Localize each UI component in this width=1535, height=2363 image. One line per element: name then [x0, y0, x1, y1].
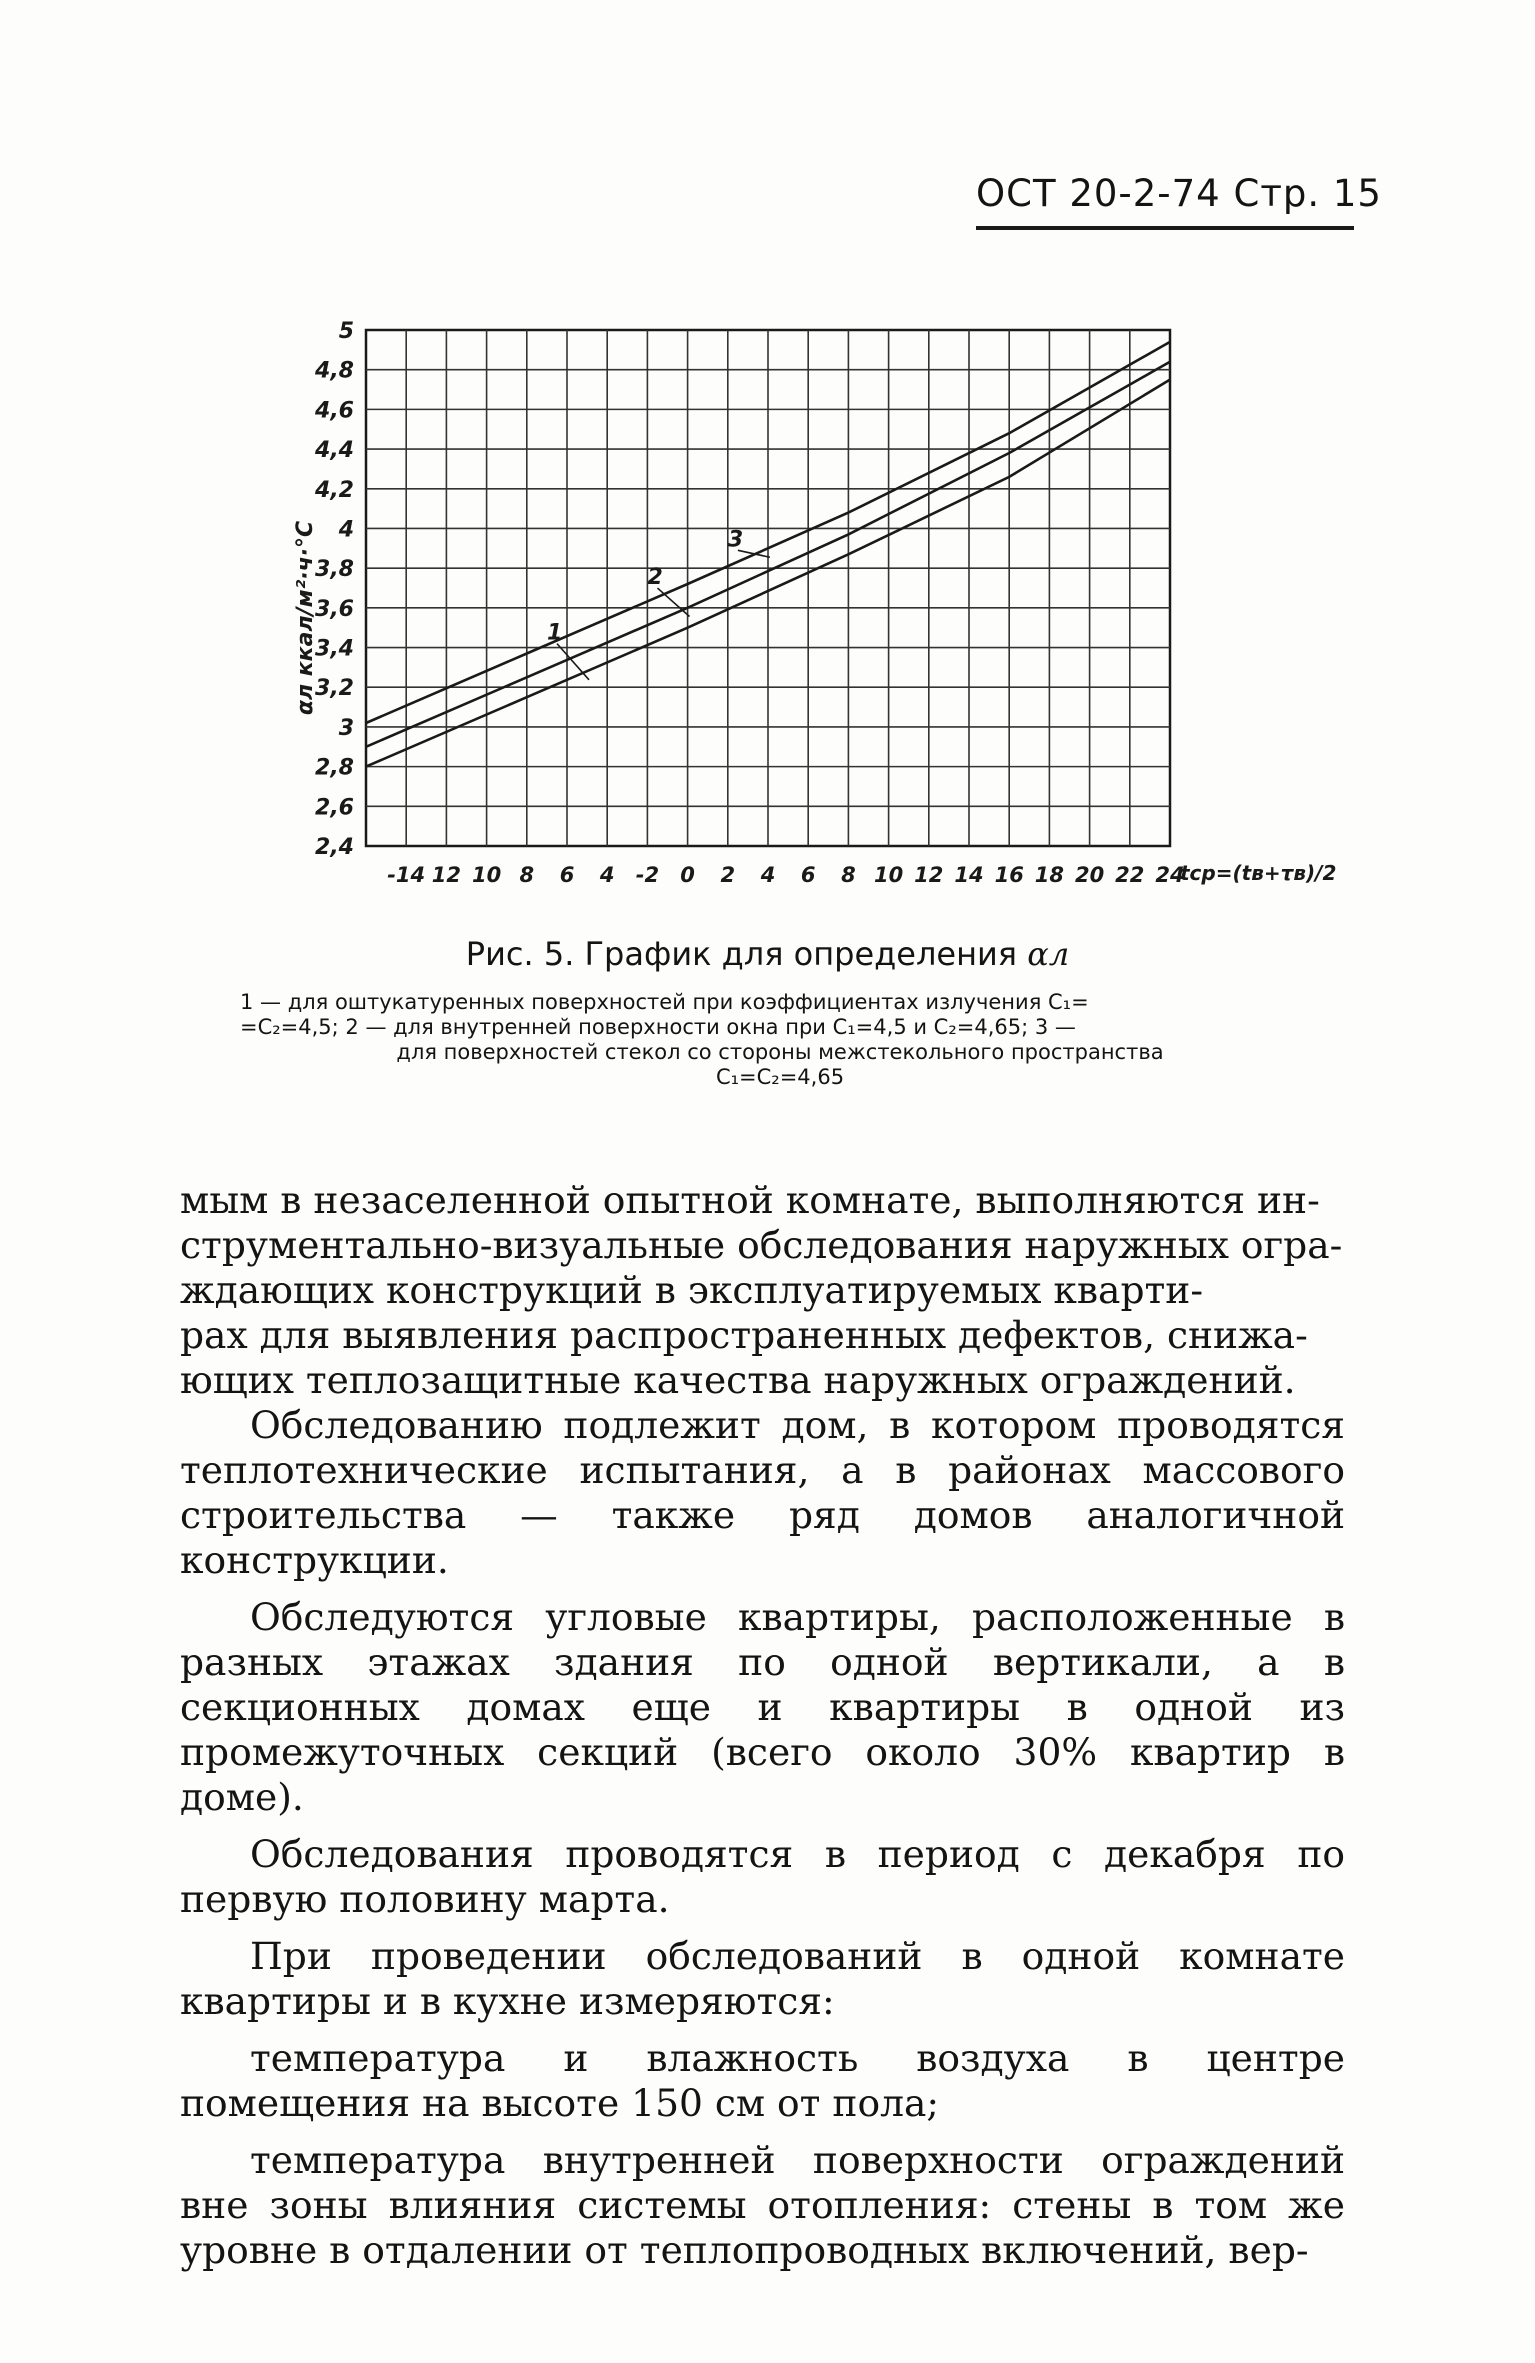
y-tick-label: 4: [338, 517, 354, 543]
x-tick-label: -14: [387, 863, 426, 887]
x-tick-label: 4: [760, 863, 776, 887]
y-tick-label: 4,2: [315, 477, 354, 503]
series-label-2: 2: [647, 565, 663, 591]
y-tick-label: 3,6: [315, 596, 354, 622]
x-axis-label: tср=(tв+τв)/2: [1180, 861, 1337, 885]
body-paragraphs: [180, 1403, 1345, 2273]
x-tick-label: 10: [873, 863, 904, 887]
x-tick-label: 18: [1034, 863, 1065, 887]
header-rule: [976, 226, 1354, 230]
series-label-1: 1: [547, 620, 563, 646]
figure-legend: [240, 990, 1320, 1090]
y-tick-label: 5: [338, 319, 354, 344]
x-tick-label: 2: [720, 863, 736, 887]
y-tick-label: 2,4: [315, 835, 354, 860]
body-paragraph-6: температура и влажность воздуха в центре помещения на высоте 150 см от пола;: [180, 2036, 1345, 2125]
x-tick-label: 16: [994, 863, 1024, 887]
body-paragraph-1: [180, 1178, 1345, 1403]
x-tick-label: 12: [431, 863, 462, 887]
chart: [290, 310, 1337, 910]
y-tick-label: 3,4: [315, 636, 354, 662]
page-header: ОСТ 20-2-74 Стр. 15: [976, 172, 1382, 215]
body-paragraph-7: температура внутренней поверхности ограждений вне зоны влияния системы отопления: стены в том же уровне в отдалении от теплопроводных включений, вер-: [180, 2138, 1345, 2272]
x-tick-label: 6: [800, 863, 816, 887]
body-line: ющих теплозащитные качества наружных ограждений.: [180, 1358, 1296, 1402]
legend-line-3: для поверхностей стекол со стороны межстекольного пространства: [396, 1040, 1164, 1064]
legend-line-2: =C₂=4,5; 2 — для внутренней поверхности окна при C₁=4,5 и C₂=4,65; 3 —: [240, 1015, 1076, 1039]
body-paragraph-2: Обследованию подлежит дом, в котором проводятся теплотехнические испытания, а в районах массового строительства — также ряд домов аналогичной конструкции.: [180, 1403, 1345, 1582]
x-tick-label: 10: [471, 863, 502, 887]
x-tick-label: -2: [635, 863, 660, 887]
body-line: рах для выявления распространенных дефектов, снижа-: [180, 1313, 1308, 1357]
y-tick-label: 2,8: [315, 755, 354, 781]
y-tick-label: 2,6: [315, 795, 354, 821]
y-tick-label: 4,4: [315, 438, 354, 464]
y-tick-label: 3,8: [315, 557, 354, 583]
figure-caption-title: Рис. 5. График для определения αл: [465, 935, 1070, 973]
body-line: струментально-визуальные обследования наружных огра-: [180, 1223, 1343, 1267]
body-line: ждающих конструкций в эксплуатируемых кварти-: [180, 1268, 1204, 1312]
x-tick-label: 22: [1115, 863, 1145, 887]
x-tick-label: 24: [1155, 863, 1185, 887]
body-paragraph-3: Обследуются угловые квартиры, расположенные в разных этажах здания по одной вертикали, а в секционных домах еще и квартиры в одной из промежуточных секций (всего около 30% квартир в доме).: [180, 1595, 1345, 1819]
y-tick-label: 4,6: [315, 398, 354, 424]
x-tick-label: 0: [680, 863, 695, 887]
series-label-3: 3: [727, 527, 744, 553]
body-paragraph-5: При проведении обследований в одной комнате квартиры и в кухне измеряются:: [180, 1934, 1345, 2023]
body-line: мым в незаселенной опытной комнате, выполняются ин-: [180, 1178, 1320, 1222]
y-tick-label: 4,8: [315, 358, 354, 384]
x-tick-label: 8: [841, 863, 856, 887]
x-tick-label: 8: [519, 863, 535, 887]
y-tick-label: 3,2: [315, 676, 354, 702]
alpha-symbol: αл: [1027, 935, 1070, 973]
x-tick-label: 14: [954, 863, 984, 887]
x-tick-label: 12: [914, 863, 944, 887]
legend-line-4: C₁=C₂=4,65: [715, 1065, 845, 1089]
y-axis-label: αл ккал/м²·ч·°С: [293, 520, 318, 716]
legend-line-1: 1 — для оштукатуренных поверхностей при коэффициентах излучения C₁=: [240, 990, 1089, 1014]
x-tick-label: 4: [599, 863, 615, 887]
y-tick-label: 3: [338, 715, 354, 741]
x-tick-label: 6: [559, 863, 575, 887]
body-paragraph-4: Обследования проводятся в период с декабря по первую половину марта.: [180, 1832, 1345, 1921]
series-leader-2: [658, 588, 690, 616]
x-tick-label: 20: [1074, 863, 1105, 887]
